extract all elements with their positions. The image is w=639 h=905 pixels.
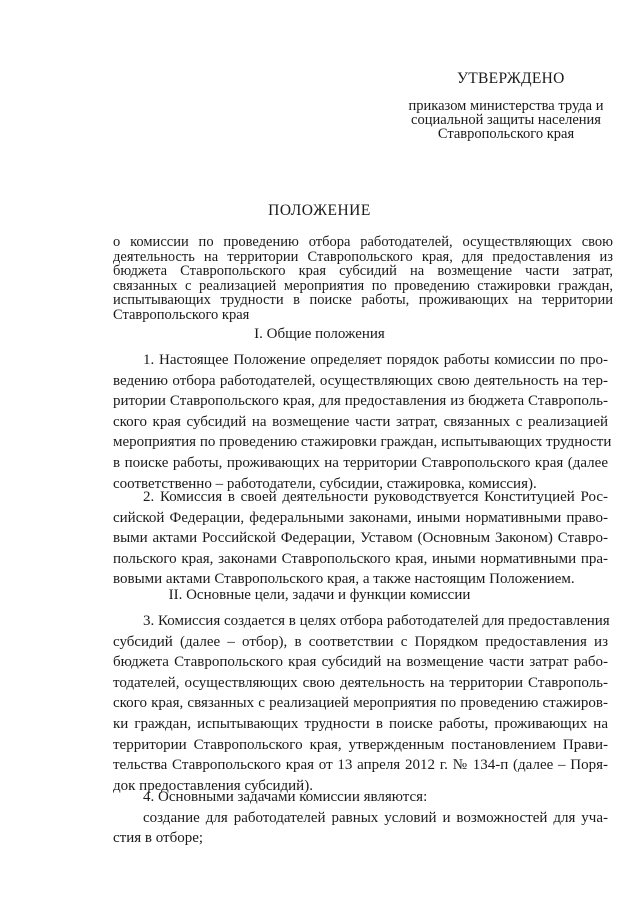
section-heading: II. Основные цели, задачи и функции комиссии [168, 587, 471, 603]
paragraph-line: стия в отборе; [113, 830, 204, 847]
paragraph-line: создание для работодателей равных условий и возможностей для уча- [143, 809, 608, 826]
paragraph-line: в поиске работы, проживающих на территории Ставропольского края (далее [113, 454, 608, 471]
paragraph-line: соответственно – работодатели, субсидии, стажировка, комиссия). [113, 475, 537, 492]
approval-line: приказом министерства труда и [408, 98, 604, 114]
paragraph-3 [113, 611, 608, 796]
paragraph-1 [113, 350, 612, 494]
subtitle-line: испытывающих трудности в поиске работы, проживающих на территории [113, 292, 613, 309]
paragraph-line: мероприятия по проведению стажировки граждан, испытывающих трудности [113, 434, 612, 451]
paragraph-line: тодателей, осуществляющих свою деятельность на территории Ставрополь- [113, 674, 608, 691]
approval-line: Ставропольского края [437, 126, 575, 142]
approval-line: социальной защиты населения [411, 112, 601, 128]
paragraph-line: 1. Настоящее Положение определяет порядок работы комиссии по про- [143, 352, 608, 368]
paragraph-line: ского края, связанных с реализацией мероприятия по проведению стажиров- [113, 695, 608, 712]
paragraph-line: 3. Комиссия создается в целях отбора работодателей для предоставления [143, 613, 610, 629]
paragraph-line: субсидий (далее – отбор), в соответствии с Порядком предоставления из [113, 633, 608, 650]
subtitle-line: Ставропольского края [113, 306, 250, 323]
paragraph-line: выми актами Российской Федерации, Уставом (Основным Законом) Ставро- [113, 530, 608, 547]
document-subtitle [113, 235, 613, 323]
paragraph-line: бюджета Ставропольского края субсидий на возмещение части затрат рабо- [113, 654, 608, 671]
subtitle-line: связанных с реализацией мероприятия по проведению стажировки граждан, [113, 277, 613, 294]
paragraph-line: 2. Комиссия в своей деятельности руководствуется Конституцией Рос- [143, 489, 608, 505]
paragraph-line: ритории Ставропольского края, для предоставления из бюджета Ставрополь- [113, 393, 608, 410]
paragraph-line: ского края субсидий на возмещение части затрат, связанных с реализацией [113, 413, 608, 430]
paragraph-line: 4. Основными задачами комиссии являются: [143, 789, 428, 805]
subtitle-line: бюджета Ставропольского края субсидий на возмещение части затрат, [113, 263, 613, 280]
paragraph-line: ведению отбора работодателей, осуществляющих свою деятельность на тер- [113, 372, 608, 389]
section-heading: I. Общие положения [254, 326, 385, 342]
paragraph-line: ки граждан, испытывающих трудности в поиске работы, проживающих на [113, 715, 608, 732]
paragraph-4 [113, 787, 608, 849]
paragraph-line: док предоставления субсидий). [113, 777, 313, 794]
paragraph-line: вовыми актами Ставропольского края, а также настоящим Положением. [113, 571, 575, 588]
paragraph-2 [113, 487, 608, 590]
paragraph-line: польского края, законами Ставропольского края, иными нормативными пра- [113, 550, 608, 567]
paragraph-line: территории Ставропольского края, утвержденным постановлением Прави- [113, 736, 608, 753]
subtitle-line: о комиссии по проведению отбора работодателей, осуществляющих свою [113, 234, 613, 250]
paragraph-line: тельства Ставропольского края от 13 апреля 2012 г. № 134-п (далее – Поря- [113, 757, 608, 774]
subtitle-line: деятельность на территории Ставропольского края, для предоставления из [113, 248, 613, 265]
paragraph-line: сийской Федерации, федеральными законами, иными нормативными право- [113, 509, 608, 526]
approval-title: УТВЕРЖДЕНО [457, 70, 565, 87]
document-title: ПОЛОЖЕНИЕ [268, 202, 371, 219]
